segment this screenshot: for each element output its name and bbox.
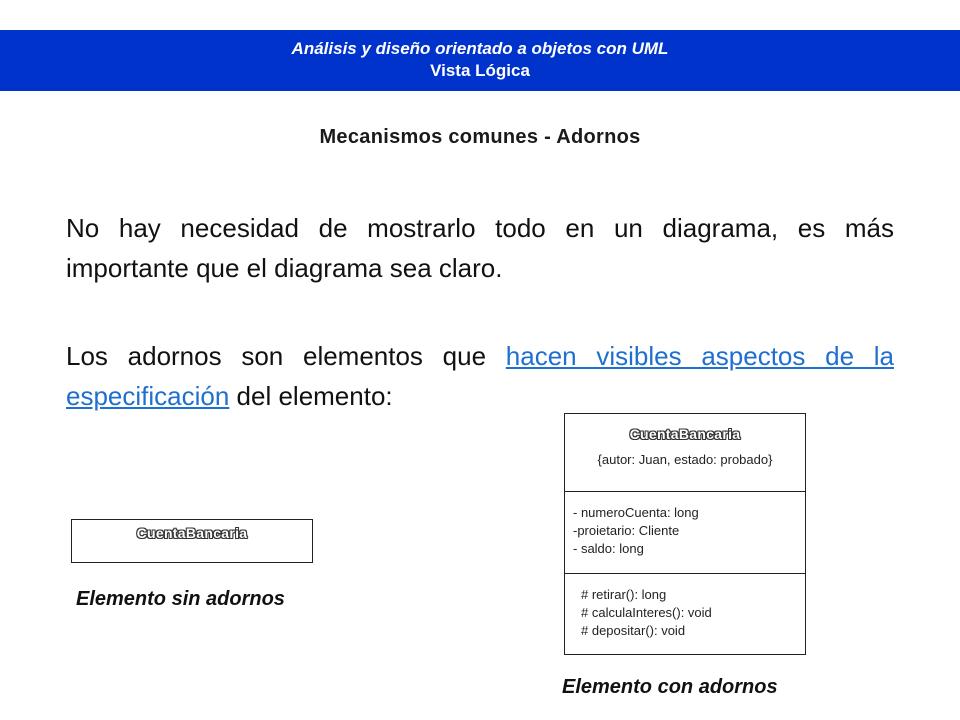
paragraph-adornos-after: del elemento: [229, 381, 393, 411]
header-course-title: Análisis y diseño orientado a objetos con UML [291, 39, 669, 58]
paragraph-adornos [66, 336, 894, 416]
tagged-values: {autor: Juan, estado: probado} [597, 452, 773, 467]
attribute-item: - saldo: long [573, 541, 644, 556]
operation-item: # depositar(): void [581, 623, 686, 638]
adorned-class-name-compartment [565, 414, 805, 492]
operation-item: # retirar(): long [581, 587, 667, 602]
paragraph-no-necesidad: No hay necesidad de mostrarlo todo en un diagrama, es más importante que el diagrama sea claro. [66, 213, 894, 283]
operation-item: # calculaInteres(): void [581, 605, 712, 620]
attributes-compartment [565, 492, 805, 574]
adorned-class-box [564, 413, 806, 655]
paragraph-adornos-before: Los adornos son elementos que [66, 341, 506, 371]
caption-con-adornos: Elemento con adornos [562, 676, 778, 698]
specification-link[interactable]: hacen visibles aspectos de la especificación [66, 341, 894, 411]
slide-title: Mecanismos comunes - Adornos [319, 126, 641, 148]
attribute-item: -proietario: Cliente [573, 523, 680, 538]
adorned-class-name: CuentaBancaria [629, 426, 741, 442]
operations-compartment [565, 574, 805, 654]
attribute-item: - numeroCuenta: long [573, 505, 699, 520]
header-subtitle: Vista Lógica [430, 61, 530, 80]
caption-sin-adornos: Elemento sin adornos [76, 588, 285, 610]
simple-class-name: CuentaBancaria [136, 525, 248, 541]
simple-class-box [71, 519, 313, 563]
header-band [0, 30, 960, 91]
